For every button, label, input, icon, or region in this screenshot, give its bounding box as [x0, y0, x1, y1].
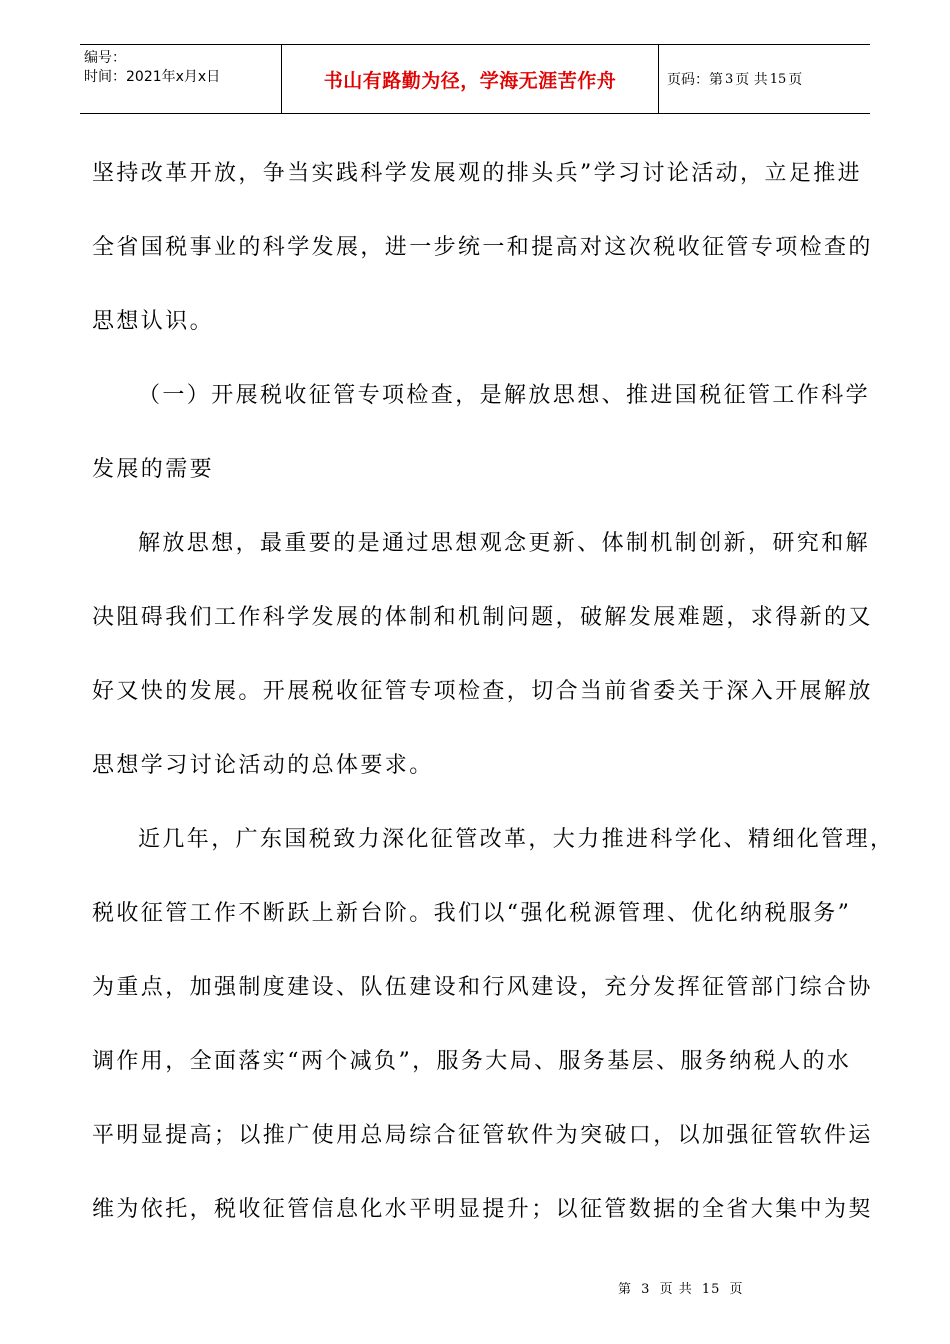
page-footer	[618, 1278, 744, 1297]
page-suffix: 页	[788, 72, 803, 88]
text-line: 税收征管工作不断跃上新台阶。我们以“强化税源管理、优化纳税服务”	[92, 901, 852, 926]
footer-total: 15	[701, 1282, 721, 1297]
page-total: 15	[769, 71, 787, 87]
text-line: （一）开展税收征管专项检查，是解放思想、推进国税征管工作科学	[138, 383, 871, 408]
time-label: 时间：2021年x月x日	[84, 69, 221, 85]
page-current: 3	[725, 71, 734, 87]
footer-middle: 页 共	[659, 1282, 693, 1297]
header-motto: 书山有路勤为径，学海无涯苦作舟	[282, 45, 659, 113]
text-line: 坚持改革开放，争当实践科学发展观的排头兵”学习讨论活动，立足推进	[92, 161, 863, 186]
page-prefix: 页码：第	[667, 72, 723, 88]
serial-label: 编号：	[84, 50, 126, 66]
header-page-number	[659, 45, 870, 113]
text-line: 维为依托，税收征管信息化水平明显提升；以征管数据的全省大集中为契	[92, 1197, 873, 1222]
text-line: 思想认识。	[92, 309, 215, 334]
text-line: 为重点，加强制度建设、队伍建设和行风建设，充分发挥征管部门综合协	[92, 975, 873, 1000]
text-line: 决阻碍我们工作科学发展的体制和机制问题，破解发展难题，求得新的又	[92, 605, 873, 630]
footer-prefix: 第	[618, 1282, 633, 1297]
page-header	[80, 44, 870, 114]
header-meta	[80, 45, 282, 113]
text-line: 平明显提高；以推广使用总局综合征管软件为突破口，以加强征管软件运	[92, 1123, 873, 1148]
text-line: 全省国税事业的科学发展，进一步统一和提高对这次税收征管专项检查的	[92, 235, 873, 260]
footer-current: 3	[641, 1282, 651, 1297]
text-line: 近几年，广东国税致力深化征管改革，大力推进科学化、精细化管理，	[138, 827, 895, 852]
page-middle: 页 共	[735, 72, 768, 88]
text-line: 调作用，全面落实“两个减负”，服务大局、服务基层、服务纳税人的水	[92, 1049, 852, 1074]
text-line: 好又快的发展。开展税收征管专项检查，切合当前省委关于深入开展解放	[92, 679, 873, 704]
footer-suffix: 页	[729, 1282, 744, 1297]
text-line: 发展的需要	[92, 457, 215, 482]
text-line: 解放思想，最重要的是通过思想观念更新、体制机制创新，研究和解	[138, 531, 871, 556]
text-line: 思想学习讨论活动的总体要求。	[92, 753, 434, 778]
document-body	[92, 148, 895, 1258]
